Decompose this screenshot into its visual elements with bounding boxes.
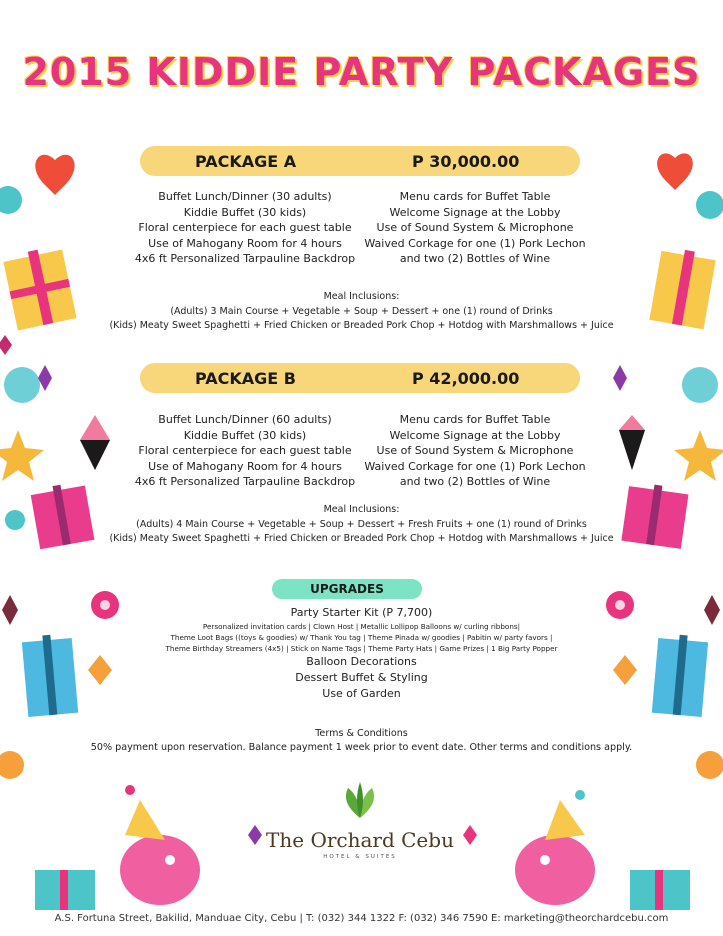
wheel-icon — [4, 367, 40, 403]
inclusion-item: and two (2) Bottles of Wine — [399, 252, 551, 265]
package-b-right-column — [360, 412, 590, 490]
inclusion-item: Menu cards for Buffet Table — [399, 190, 551, 203]
package-b-price: P 42,000.00 — [412, 369, 520, 388]
diamond-icon — [463, 825, 477, 845]
terms-text: 50% payment upon reservation. Balance payment 1 week prior to event date. Other terms and conditions apply. — [90, 742, 633, 753]
kite-icon — [80, 415, 110, 470]
inclusion-item: Buffet Lunch/Dinner (30 adults) — [158, 190, 332, 203]
inclusion-item: 4x6 ft Personalized Tarpauline Backdrop — [134, 252, 356, 265]
inclusion-item: 4x6 ft Personalized Tarpauline Backdrop — [134, 475, 356, 488]
confetti-circle-icon — [0, 186, 22, 214]
inclusion-item: Use of Mahogany Room for 4 hours — [148, 236, 342, 250]
package-a-meal-inclusions — [60, 290, 663, 334]
meal-adults: (Adults) 4 Main Course + Vegetable + Soup + Dessert + Fresh Fruits + one (1) round of Drinks — [136, 518, 587, 530]
inclusion-item: Use of Sound System & Microphone — [376, 444, 574, 457]
flower-icon — [5, 510, 25, 530]
hotel-tagline: HOTEL & SUITES — [323, 854, 397, 860]
confetti-circle-icon — [696, 751, 723, 779]
upgrade-item: Balloon Decorations — [306, 655, 417, 668]
inclusion-item: Kiddie Buffet (30 kids) — [183, 205, 307, 219]
starter-kit-title: Party Starter Kit (P 7,700) — [290, 606, 433, 619]
meal-inclusions-title: Meal Inclusions: — [323, 291, 400, 302]
inclusion-item: and two (2) Bottles of Wine — [399, 475, 551, 488]
gift-box-icon — [35, 870, 95, 910]
package-a-name: PACKAGE A — [195, 152, 297, 171]
wheel-icon — [682, 367, 718, 403]
leaf-logo-icon — [330, 780, 390, 820]
inclusion-item: Waived Corkage for one (1) Pork Lechon — [364, 459, 586, 473]
package-b-left-column — [130, 412, 360, 490]
upgrade-item: Use of Garden — [322, 687, 401, 700]
inclusion-item: Floral centerpiece for each guest table — [138, 221, 352, 234]
package-a-right-column — [360, 189, 590, 267]
starter-kit-line: Theme Loot Bags ((toys & goodies) w/ Thank You tag | Theme Pinada w/ goodies | Pabitin w/ party favors | — [170, 633, 553, 642]
meal-adults: (Adults) 3 Main Course + Vegetable + Soup + Dessert + one (1) round of Drinks — [170, 305, 553, 317]
package-b-meal-inclusions — [60, 503, 663, 547]
package-b-name: PACKAGE B — [195, 369, 296, 388]
inclusion-item: Use of Mahogany Room for 4 hours — [148, 459, 342, 473]
hotel-name: The Orchard Cebu — [266, 828, 454, 852]
inclusion-item: Welcome Signage at the Lobby — [389, 205, 561, 219]
diamond-icon — [704, 595, 720, 625]
page-title: 2015 KIDDIE PARTY PACKAGES — [22, 50, 701, 94]
hotel-logo — [260, 780, 460, 860]
heart-icon — [657, 153, 693, 190]
inclusion-item: Welcome Signage at the Lobby — [389, 428, 561, 442]
diamond-icon — [613, 365, 627, 391]
package-a-price: P 30,000.00 — [412, 152, 520, 171]
starter-kit-line: Personalized invitation cards | Clown Host | Metallic Lollipop Balloons w/ curling ribbons| — [202, 622, 521, 631]
meal-kids: (Kids) Meaty Sweet Spaghetti + Fried Chicken or Breaded Pork Chop + Hotdog with Marshmallows + Juice — [109, 533, 614, 544]
meal-kids: (Kids) Meaty Sweet Spaghetti + Fried Chicken or Breaded Pork Chop + Hotdog with Marshmallows + Juice — [109, 320, 614, 331]
confetti-circle-icon — [0, 751, 24, 779]
gift-box-icon — [22, 635, 78, 717]
contact-footer: A.S. Fortuna Street, Bakilid, Manduae City, Cebu | T: (032) 344 1322 F: (032) 346 7590 E: marketing@theorchardcebu.com — [54, 913, 669, 924]
kite-icon — [619, 415, 645, 470]
terms-section — [60, 727, 663, 755]
gift-box-icon — [630, 870, 690, 910]
star-icon — [674, 430, 723, 481]
inclusion-item: Use of Sound System & Microphone — [376, 221, 574, 234]
inclusion-item: Waived Corkage for one (1) Pork Lechon — [364, 236, 586, 250]
confetti-circle-icon — [696, 191, 723, 219]
party-bird-icon — [120, 800, 200, 905]
terms-heading: Terms & Conditions — [315, 728, 408, 739]
diamond-icon — [2, 595, 18, 625]
package-a-header — [140, 146, 580, 176]
star-icon — [0, 430, 44, 481]
upgrade-item: Dessert Buffet & Styling — [295, 671, 428, 684]
package-b-header — [140, 363, 580, 393]
gift-box-icon — [652, 635, 708, 717]
heart-icon — [35, 155, 74, 195]
diamond-icon — [38, 365, 52, 391]
upgrades-heading: UPGRADES — [272, 579, 422, 599]
confetti-circle-icon — [575, 790, 585, 800]
inclusion-item: Menu cards for Buffet Table — [399, 413, 551, 426]
package-a-left-column — [130, 189, 360, 267]
meal-inclusions-title: Meal Inclusions: — [323, 504, 400, 515]
starter-kit-line: Theme Birthday Streamers (4x5) | Stick on Name Tags | Theme Party Hats | Game Prizes | 1 Big Party Popper — [165, 644, 558, 653]
inclusion-item: Floral centerpiece for each guest table — [138, 444, 352, 457]
inclusion-item: Kiddie Buffet (30 kids) — [183, 428, 307, 442]
inclusion-item: Buffet Lunch/Dinner (60 adults) — [158, 413, 332, 426]
party-bird-icon — [515, 800, 595, 905]
diamond-icon — [0, 335, 12, 355]
upgrades-list — [100, 605, 623, 702]
confetti-circle-icon — [125, 785, 135, 795]
